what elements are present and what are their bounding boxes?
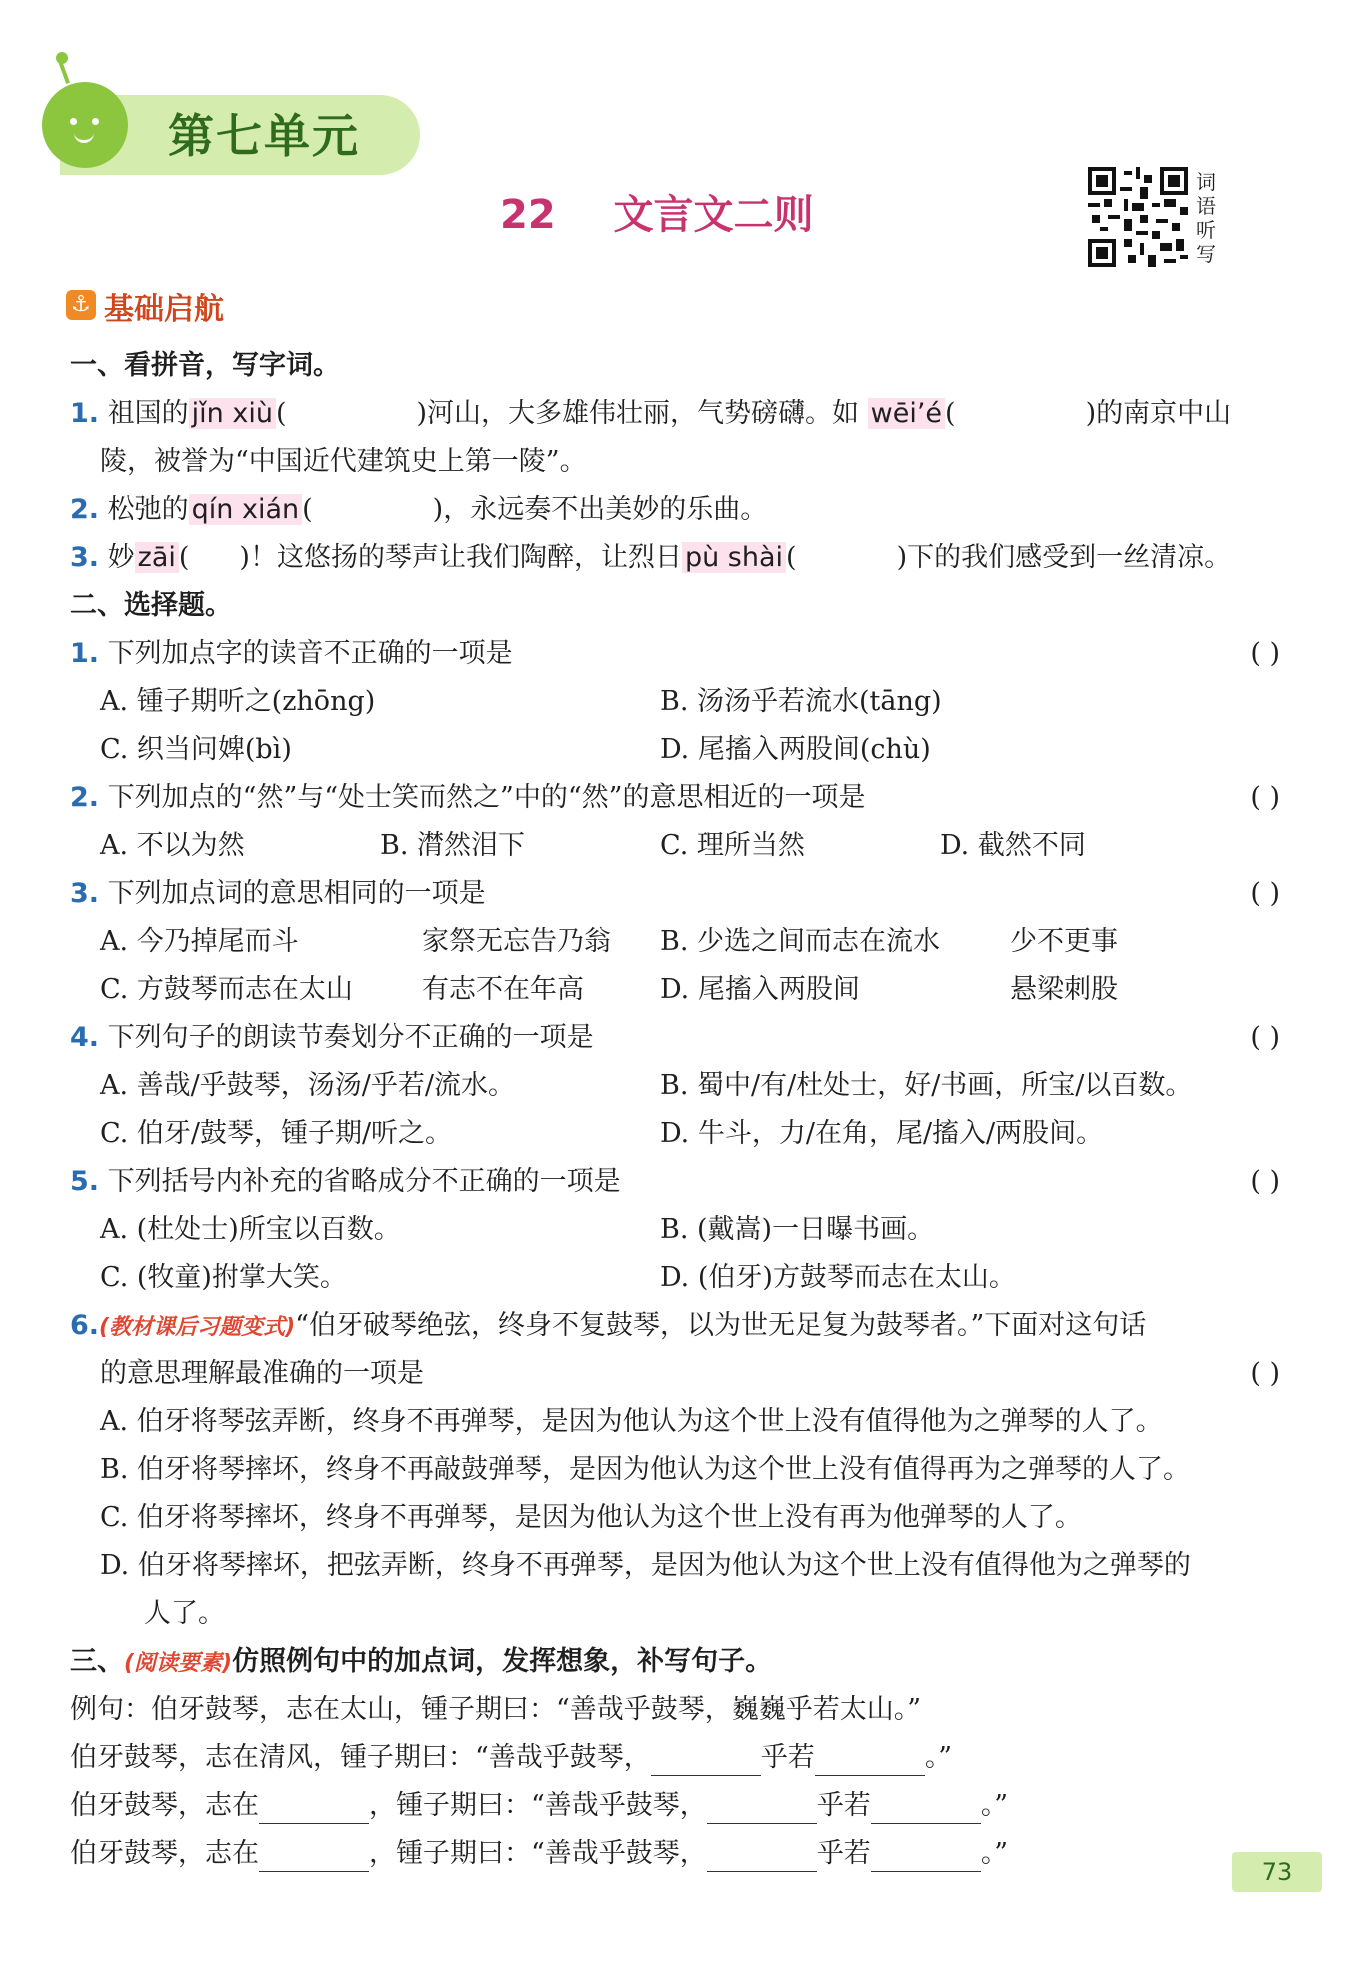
- lesson-number: 22: [500, 192, 556, 238]
- answer-box[interactable]: ( ): [1250, 1358, 1280, 1389]
- p3-line1: 伯牙鼓琴，志在清风，锺子期曰：“善哉乎鼓琴， 乎若 。”: [70, 1740, 1280, 1776]
- p3-line3: 伯牙鼓琴，志在 ，锺子期曰：“善哉乎鼓琴， 乎若 。”: [70, 1836, 1280, 1872]
- qr-code-icon[interactable]: [1088, 167, 1188, 267]
- p2-q2-d[interactable]: D. 截然不同: [940, 830, 1086, 861]
- p2-q6-stem: 6.(教材课后习题变式)“伯牙破琴绝弦，终身不复鼓琴，以为世无足复为鼓琴者。”下面对这句话: [70, 1310, 1147, 1341]
- fill-blank[interactable]: [259, 1845, 369, 1872]
- p2-q4-a[interactable]: A. 善哉/乎鼓琴，汤汤/乎若/流水。: [100, 1070, 515, 1101]
- p1-q1-line1: 1. 祖国的 jǐn xiù ( )河山，大多雄伟壮丽，气势磅礴。如 wēi’é ( )的南京中山: [70, 398, 1232, 429]
- p2-q2-a[interactable]: A. 不以为然: [100, 830, 245, 861]
- p2-q3-c2: 有志不在年高: [422, 974, 584, 1005]
- p1-q2: 2. 松弛的 qín xián ( )，永远奏不出美妙的乐曲。: [70, 494, 768, 525]
- p2-q6-d1[interactable]: D. 伯牙将琴摔坏，把弦弄断，终身不再弹琴，是因为他认为这个世上没有值得他为之弹琴的: [100, 1550, 1191, 1581]
- pinyin: pù shài: [682, 542, 786, 573]
- p1-q3: 3. 妙 zāi ( )！这悠扬的琴声让我们陶醉，让烈日 pù shài ( )下的我们感受到一丝清凉。: [70, 542, 1232, 573]
- p2-q5-stem: 5. 下列括号内补充的省略成分不正确的一项是 ( ): [70, 1164, 1280, 1200]
- answer-box[interactable]: ( ): [1250, 1166, 1280, 1197]
- pinyin: wēi’é: [868, 398, 945, 429]
- fill-blank[interactable]: [815, 1749, 925, 1776]
- p2-q4-stem: 4. 下列句子的朗读节奏划分不正确的一项是 ( ): [70, 1020, 1280, 1056]
- pinyin: zāi: [135, 542, 179, 573]
- p2-q3-d2: 悬梁刺股: [1010, 974, 1118, 1005]
- p2-q1-d[interactable]: D. 尾搐入两股间(chù): [660, 734, 931, 765]
- part1-heading: 一、看拼音，写字词。: [70, 350, 340, 381]
- p2-q5-a[interactable]: A. (杜处士)所宝以百数。: [100, 1214, 401, 1245]
- p2-q3-c1[interactable]: C. 方鼓琴而志在太山: [100, 974, 353, 1005]
- answer-box[interactable]: ( ): [1250, 782, 1280, 813]
- anchor-icon: ⚓: [66, 290, 96, 320]
- part2-heading: 二、选择题。: [70, 590, 232, 621]
- p2-q6-b[interactable]: B. 伯牙将琴摔坏，终身不再敲鼓弹琴，是因为他认为这个世上没有值得再为之弹琴的人了。: [100, 1454, 1191, 1485]
- p2-q3-stem: 3. 下列加点词的意思相同的一项是 ( ): [70, 876, 1280, 912]
- p2-q6-stem2: 的意思理解最准确的一项是 ( ): [100, 1356, 1280, 1392]
- p2-q2-stem: 2. 下列加点的“然”与“处士笑而然之”中的“然”的意思相近的一项是 ( ): [70, 780, 1280, 816]
- p2-q6-c[interactable]: C. 伯牙将琴摔坏，终身不再弹琴，是因为他认为这个世上没有再为他弹琴的人了。: [100, 1502, 1082, 1533]
- p2-q3-d1[interactable]: D. 尾搐入两股间: [660, 974, 860, 1005]
- pinyin: qín xián: [189, 494, 302, 525]
- p2-q5-d[interactable]: D. (伯牙)方鼓琴而志在太山。: [660, 1262, 1016, 1293]
- part3-heading: 三、(阅读要素)仿照例句中的加点词，发挥想象，补写句子。: [70, 1646, 773, 1677]
- fill-blank[interactable]: [871, 1845, 981, 1872]
- p2-q1-stem: 1. 下列加点字的读音不正确的一项是 ( ): [70, 636, 1280, 672]
- p3-line2: 伯牙鼓琴，志在 ，锺子期曰：“善哉乎鼓琴， 乎若 。”: [70, 1788, 1280, 1824]
- p2-q6-d2: 人了。: [144, 1598, 225, 1629]
- tag-label: (教材课后习题变式): [99, 1315, 296, 1340]
- lesson-name: 文言文二则: [613, 192, 814, 238]
- p2-q5-b[interactable]: B. (戴嵩)一日曝书画。: [660, 1214, 935, 1245]
- p2-q4-c[interactable]: C. 伯牙/鼓琴，锺子期/听之。: [100, 1118, 453, 1149]
- p2-q5-c[interactable]: C. (牧童)拊掌大笑。: [100, 1262, 347, 1293]
- lesson-title: [500, 183, 814, 240]
- unit-title: 第七单元: [168, 109, 360, 163]
- p3-example: 例句：伯牙鼓琴，志在太山，锺子期曰：“善哉乎鼓琴，巍巍乎若太山。”: [70, 1694, 922, 1725]
- p2-q1-a[interactable]: A. 锺子期听之(zhōng): [100, 686, 376, 717]
- p2-q3-a1[interactable]: A. 今乃掉尾而斗: [100, 926, 299, 957]
- answer-box[interactable]: ( ): [1250, 638, 1280, 669]
- answer-box[interactable]: ( ): [1250, 1022, 1280, 1053]
- p2-q1-c[interactable]: C. 织当问婢(bì): [100, 734, 292, 765]
- p2-q3-b1[interactable]: B. 少选之间而志在流水: [660, 926, 941, 957]
- fill-blank[interactable]: [707, 1845, 817, 1872]
- fill-blank[interactable]: [259, 1797, 369, 1824]
- p1-q1-line2: 陵，被誉为“中国近代建筑史上第一陵”。: [100, 446, 587, 477]
- fill-blank[interactable]: [651, 1749, 761, 1776]
- p2-q1-b[interactable]: B. 汤汤乎若流水(tāng): [660, 686, 942, 717]
- p2-q4-d[interactable]: D. 牛斗，力/在角，尾/搐入/两股间。: [660, 1118, 1104, 1149]
- section-title: 基础启航: [104, 292, 224, 327]
- fill-blank[interactable]: [707, 1797, 817, 1824]
- pinyin: jǐn xiù: [189, 398, 276, 429]
- p2-q6-a[interactable]: A. 伯牙将琴弦弄断，终身不再弹琴，是因为他认为这个世上没有值得他为之弹琴的人了。: [100, 1406, 1163, 1437]
- mascot-icon: [42, 82, 128, 168]
- p2-q3-a2: 家祭无忘告乃翁: [422, 926, 611, 957]
- p2-q2-c[interactable]: C. 理所当然: [660, 830, 805, 861]
- qr-label: 词 语 听 写: [1196, 170, 1216, 266]
- answer-box[interactable]: ( ): [1250, 878, 1280, 909]
- page-number: 73: [1232, 1852, 1322, 1892]
- p2-q3-b2: 少不更事: [1010, 926, 1118, 957]
- p2-q4-b[interactable]: B. 蜀中/有/杜处士，好/书画，所宝/以百数。: [660, 1070, 1193, 1101]
- p2-q2-b[interactable]: B. 潸然泪下: [380, 830, 526, 861]
- tag-label: (阅读要素): [124, 1651, 233, 1676]
- fill-blank[interactable]: [871, 1797, 981, 1824]
